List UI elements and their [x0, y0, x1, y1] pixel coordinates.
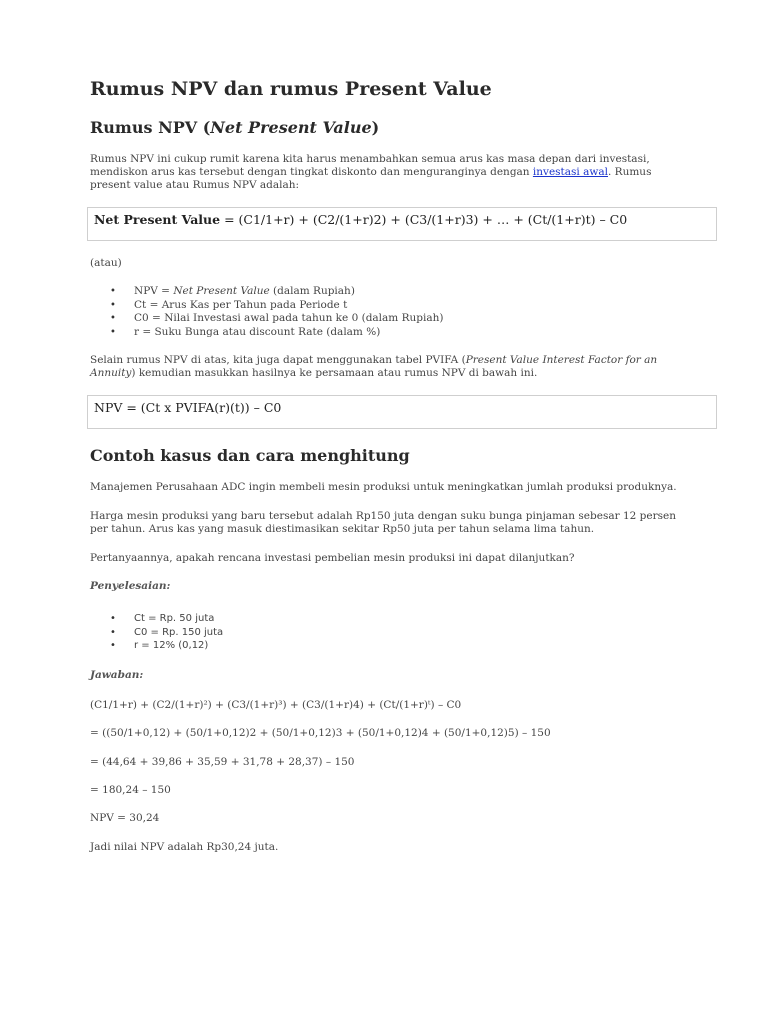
list-item: • C0 = Rp. 150 juta: [108, 626, 223, 640]
list-item: • Ct = Rp. 50 juta: [108, 612, 223, 626]
definition-list: [108, 285, 443, 339]
list-item: [108, 299, 443, 313]
pvifa-paragraph: [90, 354, 670, 380]
list-item: [108, 326, 443, 340]
answer-label: Jawaban:: [90, 669, 144, 681]
formula-bold-label: Net Present Value: [94, 212, 221, 227]
npv-formula: [94, 212, 627, 227]
list-item: [108, 312, 443, 326]
calc-step-4: = 180,24 – 150: [90, 784, 171, 796]
calc-step-1: (C1/1+r) + (C2/(1+r)²) + (C3/(1+r)³) + (C3/(1+r)4) + (Ct/(1+r)ᵗ) – C0: [90, 699, 462, 711]
section-heading-example: Contoh kasus dan cara menghitung: [90, 446, 410, 465]
heading-prefix: Rumus NPV (: [90, 118, 211, 137]
list-item: • r = 12% (0,12): [108, 639, 223, 653]
section-heading-npv: [90, 118, 379, 137]
def-text: Ct = Arus Kas per Tahun pada Periode t: [134, 298, 348, 311]
heading-suffix: ): [371, 118, 380, 137]
pvifa-formula: NPV = (Ct x PVIFA(r)(t)) – C0: [94, 400, 282, 415]
def-suffix: (dalam Rupiah): [269, 285, 355, 297]
pvifa-italic: Present Value Interest Factor for an Annuity: [90, 354, 658, 379]
formula-expression: = (C1/1+r) + (C2/(1+r)2) + (C3/(1+r)3) + … + (Ct/(1+r)t) – C0: [220, 212, 628, 227]
def-text: r = Suku Bunga atau discount Rate (dalam %): [134, 325, 381, 338]
def-text: C0 = Nilai Investasi awal pada tahun ke 0 (dalam Rupiah): [134, 312, 444, 324]
pvifa-text-2: ) kemudian masukkan hasilnya ke persamaan atau rumus NPV di bawah ini.: [131, 367, 538, 379]
list-item: [108, 285, 443, 299]
example-paragraph-2: Harga mesin produksi yang baru tersebut adalah Rp150 juta dengan suku bunga pinjaman sebesar 12 persen per tahun. Arus kas yang masuk diestimasikan sekitar Rp50 juta per tahun selama lima tahun.: [90, 510, 676, 535]
example-question: Pertanyaannya, apakah rencana investasi pembelian mesin produksi ini dapat dilanjutkan?: [90, 552, 575, 564]
calc-step-2: = ((50/1+0,12) + (50/1+0,12)2 + (50/1+0,12)3 + (50/1+0,12)4 + (50/1+0,12)5) – 150: [90, 727, 551, 739]
page-title: Rumus NPV dan rumus Present Value: [90, 78, 492, 100]
heading-italic: Net Present Value: [210, 118, 372, 137]
def-text: NPV =: [134, 285, 174, 297]
or-text: (atau): [90, 257, 122, 269]
intro-paragraph: [90, 153, 690, 192]
calc-step-3: = (44,64 + 39,86 + 35,59 + 31,78 + 28,37) – 150: [90, 756, 355, 768]
example-paragraph-1: Manajemen Perusahaan ADC ingin membeli mesin produksi untuk meningkatkan jumlah produksi produknya.: [90, 481, 677, 493]
solution-label: Penyelesaian:: [90, 580, 171, 592]
givens-list: [108, 612, 223, 653]
initial-investment-link[interactable]: investasi awal: [532, 166, 608, 178]
calc-result: NPV = 30,24: [90, 812, 160, 824]
def-italic: Net Present Value: [173, 285, 270, 297]
intro-text-2: . Rumus present value atau Rumus NPV adalah:: [90, 166, 652, 191]
intro-text-1: Rumus NPV ini cukup rumit karena kita harus menambahkan semua arus kas masa depan dari investasi, mendiskon arus kas tersebut dengan tingkat diskonto dan menguranginya dengan: [90, 153, 650, 178]
formula-box-pvifa: [87, 395, 717, 429]
formula-box-npv: [87, 207, 717, 241]
conclusion: Jadi nilai NPV adalah Rp30,24 juta.: [90, 841, 279, 853]
pvifa-text-1: Selain rumus NPV di atas, kita juga dapat menggunakan tabel PVIFA (: [90, 354, 466, 366]
